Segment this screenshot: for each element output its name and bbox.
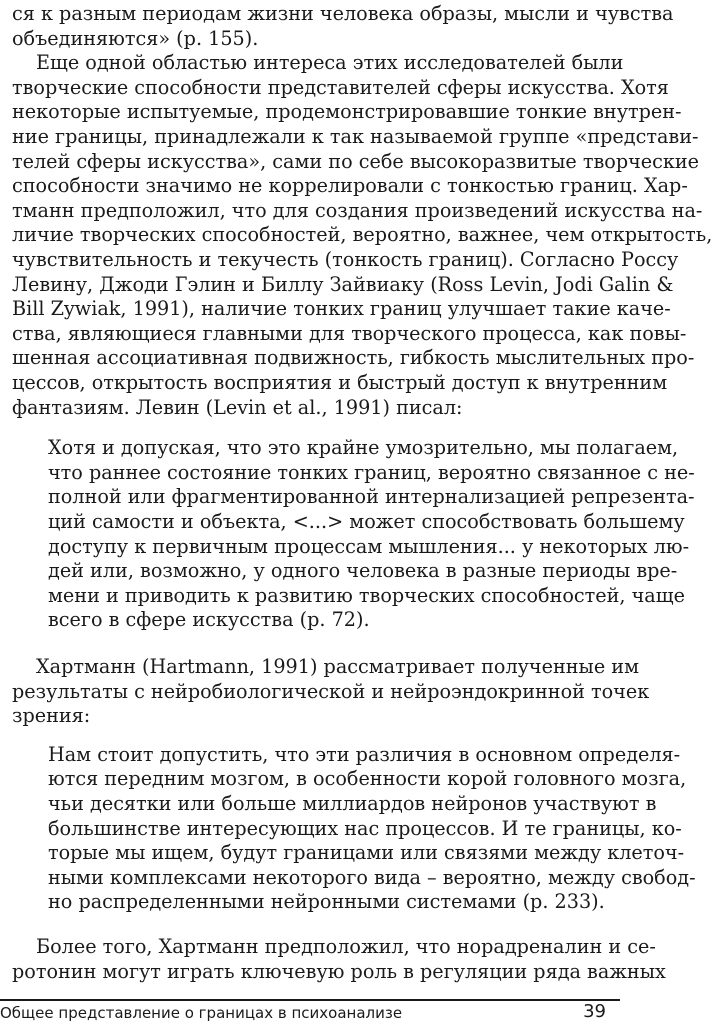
text-line: зрения: xyxy=(12,704,91,728)
text-line: ства, являющиеся главными для творческого процесса, как повы- xyxy=(12,321,687,345)
quote-line: ций самости и объекта, <...> может способствовать большему xyxy=(48,510,685,533)
quote-line: мени и приводить к развитию творческих способностей, чаще xyxy=(48,583,685,607)
quote-line: Нам стоит допустить, что эти различия в основном определя- xyxy=(48,742,681,766)
running-title: Общее представление о границах в психоанализе xyxy=(0,1004,403,1022)
text-line: тманн предположил, что для создания произведений искусства на- xyxy=(12,198,703,222)
text-line: личие творческих способностей, вероятно, важнее, чем открытость, xyxy=(12,223,712,247)
quote-line: доступу к первичным процессам мышления... у некоторых лю- xyxy=(48,534,690,558)
text-line: Bill Zywiak, 1991), наличие тонких границ улучшает такие каче- xyxy=(12,297,671,321)
quote-line: ются передним мозгом, в особенности корой головного мозга, xyxy=(48,767,687,791)
text-line: способности значимо не коррелировали с тонкостью границ. Хар- xyxy=(12,174,688,198)
text-line: некоторые испытуемые, продемонстрировавшие тонкие внутрен- xyxy=(12,100,682,124)
footer-rule xyxy=(0,999,620,1001)
text-line: Хартманн (Hartmann, 1991) рассматривает полученные им xyxy=(36,655,639,678)
text-line: фантазиям. Левин (Levin et al., 1991) писал: xyxy=(12,395,463,419)
text-line: цессов, открытость восприятия и быстрый доступ к внутренним xyxy=(12,371,668,394)
quote-line: чьи десятки или больше миллиардов нейронов участвуют в xyxy=(48,792,657,815)
text-line: результаты с нейробиологической и нейроэндокринной точек xyxy=(12,679,650,703)
text-line: шенная ассоциативная подвижность, гибкость мыслительных про- xyxy=(12,346,695,370)
text-line: Еще одной областью интереса этих исследователей были xyxy=(36,51,624,75)
text-line: ся к разным периодам жизни человека образы, мысли и чувства xyxy=(12,2,674,25)
quote-line: что раннее состояние тонких границ, вероятно связанное с не- xyxy=(48,460,695,484)
text-line: ние границы, принадлежали к так называемой группе «представи- xyxy=(12,125,699,148)
page-number: 39 xyxy=(583,1001,606,1022)
quote-line: полной или фрагментированной интернализацией репрезента- xyxy=(48,485,695,509)
quote-line: ными комплексами некоторого вида – вероятно, между свобод- xyxy=(48,865,696,889)
text-line: телей сферы искусства», сами по себе высокоразвитые творческие xyxy=(12,149,700,173)
text-line: объединяются» (p. 155). xyxy=(12,26,259,50)
quote-line: всего в сфере искусства (p. 72). xyxy=(48,608,370,632)
quote-line: торые мы ищем, будут границами или связями между клеточ- xyxy=(48,841,685,865)
quote-line: Хотя и допуская, что это крайне умозрительно, мы полагаем, xyxy=(48,436,679,460)
text-line: Более того, Хартманн предположил, что норадреналин и се- xyxy=(36,935,656,958)
text-line: творческие способности представителей сферы искусства. Хотя xyxy=(12,75,669,99)
quote-line: большинстве интересующих нас процессов. И те границы, ко- xyxy=(48,816,682,840)
quote-line: но распределенными нейронными системами (p. 233). xyxy=(48,890,605,914)
text-line: Левину, Джоди Гэлин и Биллу Зайвиаку (Ross Levin, Jodi Galin & xyxy=(12,272,674,296)
text-line: ротонин могут играть ключевую роль в регуляции ряда важных xyxy=(12,959,666,983)
quote-line: дей или, возможно, у одного человека в разные периоды вре- xyxy=(48,559,678,583)
text-line: чувствительность и текучесть (тонкость границ). Согласно Россу xyxy=(12,248,679,271)
